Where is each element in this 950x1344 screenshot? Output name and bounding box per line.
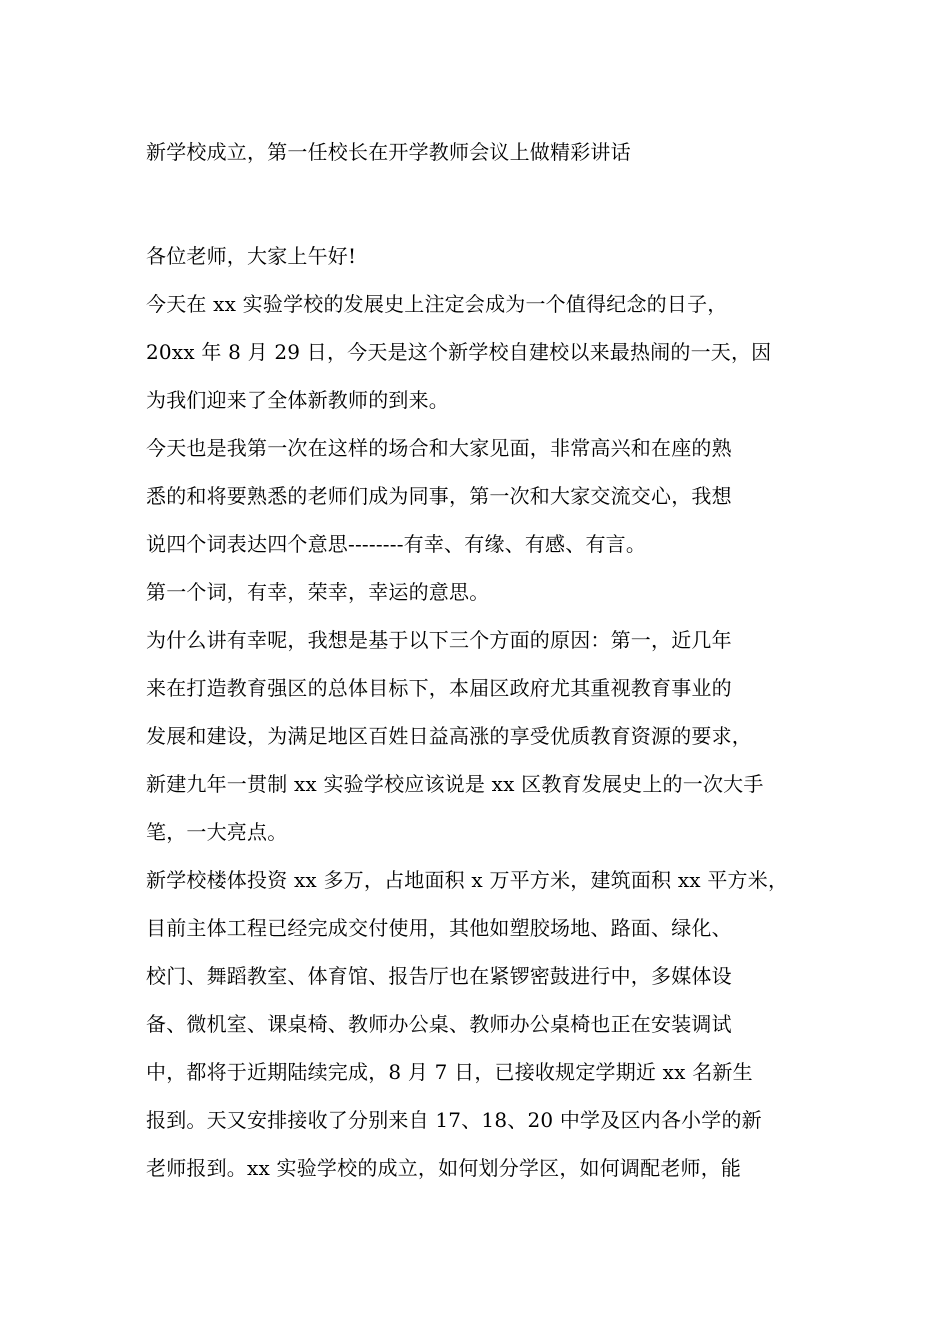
document-title: 新学校成立，第一任校长在开学教师会议上做精彩讲话 xyxy=(146,140,631,164)
text-line: 校门、舞蹈教室、体育馆、报告厅也在紧锣密鼓进行中，多媒体设 xyxy=(146,964,732,988)
text-line: 新学校楼体投资 xx 多万，占地面积 x 万平方米，建筑面积 xx 平方米， xyxy=(146,868,789,892)
text-line: 说四个词表达四个意思--------有幸、有缘、有感、有言。 xyxy=(146,532,647,556)
text-line: 老师报到。xx 实验学校的成立，如何划分学区，如何调配老师，能 xyxy=(146,1156,742,1180)
document-body xyxy=(146,232,836,1192)
text-line: 第一个词，有幸，荣幸，幸运的意思。 xyxy=(146,580,490,604)
text-line: 为我们迎来了全体新教师的到来。 xyxy=(146,388,449,412)
text-line: 悉的和将要熟悉的老师们成为同事，第一次和大家交流交心，我想 xyxy=(146,484,732,508)
text-line: 各位老师，大家上午好! xyxy=(146,244,357,268)
text-line: 中，都将于近期陆续完成，8 月 7 日，已接收规定学期近 xx 名新生 xyxy=(146,1060,753,1084)
text-line: 目前主体工程已经完成交付使用，其他如塑胶场地、路面、绿化、 xyxy=(146,916,732,940)
text-line: 备、微机室、课桌椅、教师办公桌、教师办公桌椅也正在安装调试 xyxy=(146,1012,732,1036)
text-line: 20xx 年 8 月 29 日，今天是这个新学校自建校以来最热闹的一天，因 xyxy=(146,340,772,364)
text-line: 发展和建设，为满足地区百姓日益高涨的享受优质教育资源的要求， xyxy=(146,724,752,748)
text-line: 今天也是我第一次在这样的场合和大家见面，非常高兴和在座的熟 xyxy=(146,436,732,460)
text-line: 为什么讲有幸呢，我想是基于以下三个方面的原因：第一，近几年 xyxy=(146,628,732,652)
text-line: 笔，一大亮点。 xyxy=(146,820,288,844)
text-line: 报到。天又安排接收了分别来自 17、18、20 中学及区内各小学的新 xyxy=(146,1108,762,1132)
text-line: 来在打造教育强区的总体目标下，本届区政府尤其重视教育事业的 xyxy=(146,676,732,700)
text-line: 今天在 xx 实验学校的发展史上注定会成为一个值得纪念的日子， xyxy=(146,292,728,316)
text-line: 新建九年一贯制 xx 实验学校应该说是 xx 区教育发展史上的一次大手 xyxy=(146,772,764,796)
